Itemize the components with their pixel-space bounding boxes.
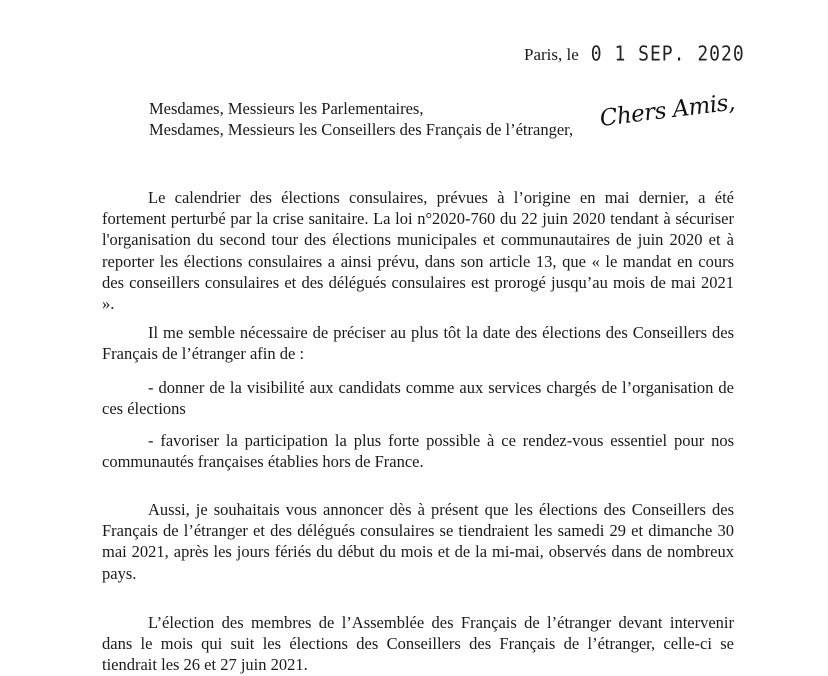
date-place: Paris, le <box>524 45 579 64</box>
salutation-line-1: Mesdames, Messieurs les Parlementaires, <box>149 99 424 118</box>
paragraph-2: Il me semble nécessaire de préciser au plus tôt la date des élections des Conseillers des Français de l’étranger afin de : <box>102 323 734 364</box>
date-line <box>524 44 745 65</box>
paragraph-1: Le calendrier des élections consulaires, prévues à l’origine en mai dernier, a été fortement perturbé par la crise sanitaire. La loi n°2020-760 du 22 juin 2020 tendant à sécuriser l'organisation du second tour des élections municipales et communautaires de juin 2020 et à reporter les élections consulaires a ainsi prévu, dans son article 13, que « le mandat en cours des conseillers consulaires et des délégués consulaires est prorogé jusqu’au mois de mai 2021 ». <box>102 188 734 314</box>
bullet-item-1: - donner de la visibilité aux candidats comme aux services chargés de l’organisation de ces élections <box>102 378 734 419</box>
bullet-item-2: - favoriser la participation la plus forte possible à ce rendez-vous essentiel pour nos communautés françaises établies hors de France. <box>102 431 734 472</box>
salutation <box>149 98 573 140</box>
paragraph-3: Aussi, je souhaitais vous annoncer dès à présent que les élections des Conseillers des Français de l’étranger et des délégués consulaires se tiendraient les samedi 29 et dimanche 30 mai 2021, après les jours fériés du début du mois et de la mi-mai, observés dans de nombreux pays. <box>102 500 734 583</box>
handwritten-note: Chers Amis, <box>598 89 737 132</box>
salutation-line-2: Mesdames, Messieurs les Conseillers des Français de l’étranger, <box>149 120 574 139</box>
paragraph-4: L’élection des membres de l’Assemblée des Français de l’étranger devant intervenir dans le mois qui suit les élections des Conseillers des Français de l’étranger, celle-ci se tiendrait les 26 et 27 juin 2021. <box>102 613 734 675</box>
date-stamp: 0 1 SEP. 2020 <box>590 42 745 67</box>
